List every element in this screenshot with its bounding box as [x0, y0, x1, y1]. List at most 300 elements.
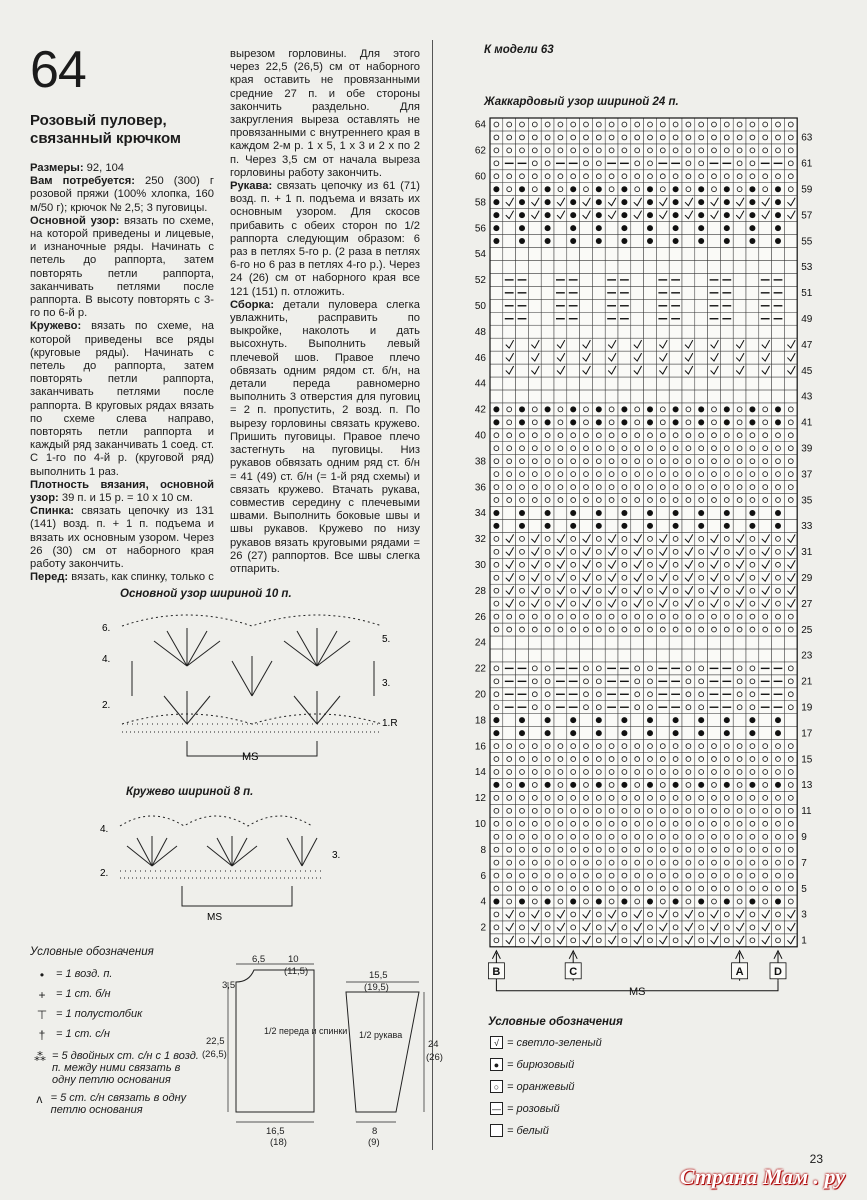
legend-item [34, 988, 204, 1002]
grid-cell [720, 545, 733, 558]
grid-cell [528, 286, 541, 299]
grid-cell [720, 144, 733, 157]
turquoise-cell-mark [621, 510, 627, 516]
grid-cell [695, 817, 708, 830]
dim-top-b2: (11,5) [284, 966, 309, 977]
grid-cell [631, 377, 644, 390]
grid-cell [528, 157, 541, 170]
grid-cell [733, 869, 746, 882]
grid-cell [541, 144, 554, 157]
grid-cell [528, 338, 541, 351]
garment-schematic [202, 954, 454, 1148]
grid-cell [669, 260, 682, 273]
grid-cell [631, 183, 644, 196]
instruction-paragraph [30, 571, 214, 584]
turquoise-cell-mark [596, 730, 602, 736]
grid-cell [592, 623, 605, 636]
grid-cell [605, 403, 618, 416]
grid-cell [708, 584, 721, 597]
grid-cell [631, 325, 644, 338]
grid-cell [682, 248, 695, 261]
turquoise-cell-mark [545, 406, 551, 412]
grid-cell [656, 597, 669, 610]
grid-cell [490, 921, 503, 934]
grid-cell [708, 921, 721, 934]
grid-cell [656, 377, 669, 390]
grid-cell [695, 481, 708, 494]
grid-cell [541, 830, 554, 843]
grid-cell [708, 481, 721, 494]
grid-cell [592, 636, 605, 649]
grid-cell [644, 338, 657, 351]
row-label-even: 24 [474, 637, 486, 649]
grid-cell [605, 908, 618, 921]
grid-cell [592, 766, 605, 779]
grid-cell [695, 571, 708, 584]
grid-cell [644, 856, 657, 869]
grid-cell [682, 286, 695, 299]
grid-cell [580, 882, 593, 895]
grid-cell [759, 429, 772, 442]
grid-cell [541, 157, 554, 170]
grid-cell [656, 623, 669, 636]
grid-cell [631, 299, 644, 312]
grid-cell [772, 144, 785, 157]
grid-cell [516, 390, 529, 403]
article-number: 64 [30, 41, 86, 99]
grid-cell [708, 519, 721, 532]
turquoise-cell-mark [570, 717, 576, 723]
grid-cell [528, 610, 541, 623]
row-label-odd: 1 [801, 935, 807, 947]
legend-text: = белый [507, 1124, 549, 1137]
grid-cell [759, 908, 772, 921]
grid-cell [503, 766, 516, 779]
jacquard-ms-label: MS [628, 985, 646, 998]
grid-cell [746, 701, 759, 714]
turquoise-cell-mark [621, 225, 627, 231]
grid-cell [682, 481, 695, 494]
grid-cell [656, 519, 669, 532]
grid-cell [656, 545, 669, 558]
grid-cell [644, 610, 657, 623]
grid-cell [682, 882, 695, 895]
grid-cell [784, 908, 797, 921]
grid-cell [567, 908, 580, 921]
turquoise-cell-mark [493, 717, 499, 723]
grid-cell [708, 338, 721, 351]
grid-cell [733, 688, 746, 701]
grid-cell [605, 325, 618, 338]
grid-cell [644, 118, 657, 131]
grid-cell [720, 791, 733, 804]
grid-cell [503, 817, 516, 830]
grid-cell [605, 817, 618, 830]
grid-cell [784, 286, 797, 299]
grid-cell [644, 623, 657, 636]
grid-cell [720, 882, 733, 895]
grid-cell [784, 377, 797, 390]
legend-item [34, 1028, 204, 1042]
grid-cell [784, 714, 797, 727]
row-label-odd: 21 [801, 676, 813, 688]
row-label-odd: 29 [801, 572, 813, 584]
grid-cell [490, 468, 503, 481]
grid-cell [656, 222, 669, 235]
grid-cell [695, 921, 708, 934]
lace-pattern-title: Кружево шириной 8 п. [126, 786, 254, 798]
grid-cell [644, 248, 657, 261]
turquoise-cell-mark [493, 782, 499, 788]
grid-cell [733, 830, 746, 843]
grid-cell [631, 416, 644, 429]
grid-cell [580, 118, 593, 131]
grid-cell [644, 817, 657, 830]
grid-cell [708, 571, 721, 584]
grid-cell [567, 429, 580, 442]
grid-cell [759, 830, 772, 843]
grid-cell [503, 364, 516, 377]
grid-cell [759, 196, 772, 209]
grid-cell [554, 571, 567, 584]
row-label-odd: 37 [801, 469, 813, 481]
grid-cell [644, 442, 657, 455]
grid-cell [669, 481, 682, 494]
grid-cell [541, 649, 554, 662]
grid-cell [682, 209, 695, 222]
grid-cell [708, 144, 721, 157]
grid-cell [695, 791, 708, 804]
grid-cell [631, 791, 644, 804]
grid-cell [720, 843, 733, 856]
grid-cell [567, 455, 580, 468]
turquoise-cell-mark [775, 717, 781, 723]
grid-cell [656, 260, 669, 273]
row-label-odd: 23 [801, 650, 813, 662]
grid-cell [567, 882, 580, 895]
grid-cell [746, 740, 759, 753]
grid-cell [503, 610, 516, 623]
grid-cell [580, 273, 593, 286]
grid-cell [708, 118, 721, 131]
grid-cell [772, 843, 785, 856]
grid-cell [695, 273, 708, 286]
grid-cell [695, 299, 708, 312]
grid-cell [784, 701, 797, 714]
grid-cell [656, 235, 669, 248]
grid-cell [528, 377, 541, 390]
basic-ms-label: MS [242, 751, 259, 763]
turquoise-cell-mark [596, 898, 602, 904]
turquoise-cell-mark [698, 406, 704, 412]
grid-cell [567, 558, 580, 571]
grid-cell [580, 675, 593, 688]
grid-cell [605, 131, 618, 144]
grid-cell [554, 740, 567, 753]
grid-cell [528, 558, 541, 571]
turquoise-cell-mark [570, 225, 576, 231]
grid-cell [784, 856, 797, 869]
grid-cell [656, 209, 669, 222]
dim-top-a: 6,5 [252, 954, 266, 965]
grid-cell [618, 455, 631, 468]
grid-cell [490, 623, 503, 636]
grid-cell [580, 455, 593, 468]
grid-cell [733, 882, 746, 895]
grid-cell [656, 507, 669, 520]
turquoise-cell-mark [749, 419, 755, 425]
grid-cell [580, 804, 593, 817]
grid-cell [695, 766, 708, 779]
grid-cell [695, 325, 708, 338]
grid-cell [516, 377, 529, 390]
grid-cell [490, 118, 503, 131]
grid-cell [733, 131, 746, 144]
grid-cell [592, 299, 605, 312]
grid-cell [605, 429, 618, 442]
grid-cell [733, 610, 746, 623]
grid-cell [490, 325, 503, 338]
grid-cell [708, 416, 721, 429]
grid-cell [554, 235, 567, 248]
grid-cell [528, 753, 541, 766]
grid-cell [541, 558, 554, 571]
row-label-even: 56 [474, 223, 486, 235]
grid-cell [490, 766, 503, 779]
grid-cell [503, 481, 516, 494]
grid-cell [528, 183, 541, 196]
grid-cell [682, 519, 695, 532]
grid-cell [631, 908, 644, 921]
grid-cell [580, 235, 593, 248]
grid-cell [772, 532, 785, 545]
grid-cell [708, 170, 721, 183]
grid-cell [784, 157, 797, 170]
row-label-even: 48 [474, 326, 486, 338]
turquoise-cell-mark [749, 238, 755, 244]
grid-cell [784, 778, 797, 791]
grid-cell [490, 791, 503, 804]
grid-cell [528, 571, 541, 584]
grid-cell [656, 778, 669, 791]
grid-cell [669, 170, 682, 183]
dim-bottom2: (18) [270, 1137, 287, 1148]
grid-cell [503, 804, 516, 817]
grid-cell [720, 494, 733, 507]
grid-cell [605, 260, 618, 273]
grid-cell [733, 209, 746, 222]
grid-cell [567, 351, 580, 364]
row-label-even: 26 [474, 611, 486, 623]
lace-pattern-diagram [92, 806, 372, 926]
grid-cell [733, 545, 746, 558]
grid-cell [733, 273, 746, 286]
row-label-odd: 35 [801, 495, 813, 507]
grid-cell [490, 532, 503, 545]
grid-cell [592, 571, 605, 584]
turquoise-cell-mark [570, 199, 576, 205]
grid-cell [720, 390, 733, 403]
grid-cell [784, 921, 797, 934]
turquoise-cell-mark [621, 212, 627, 218]
grid-cell [695, 701, 708, 714]
turquoise-cell-mark [621, 199, 627, 205]
turquoise-cell-mark [519, 717, 525, 723]
grid-cell [733, 390, 746, 403]
grid-cell [592, 157, 605, 170]
grid-cell [554, 610, 567, 623]
grid-cell [528, 468, 541, 481]
grid-cell [503, 584, 516, 597]
turquoise-cell-mark [647, 717, 653, 723]
grid-cell [656, 571, 669, 584]
grid-cell [708, 817, 721, 830]
grid-cell [541, 882, 554, 895]
turquoise-cell-mark [545, 238, 551, 244]
grid-cell [554, 714, 567, 727]
grid-cell [528, 908, 541, 921]
grid-cell [695, 843, 708, 856]
grid-cell [784, 804, 797, 817]
turquoise-cell-mark [775, 730, 781, 736]
grid-cell [669, 558, 682, 571]
grid-cell [784, 597, 797, 610]
grid-cell [656, 351, 669, 364]
row-label-even: 30 [474, 560, 486, 572]
turquoise-cell-mark [545, 717, 551, 723]
turquoise-cell-mark [698, 523, 704, 529]
turquoise-cell-mark [570, 238, 576, 244]
grid-cell [490, 273, 503, 286]
legend-left-title: Условные обозначения [30, 946, 154, 958]
grid-cell [669, 610, 682, 623]
turquoise-cell-mark [621, 186, 627, 192]
grid-cell [746, 649, 759, 662]
row-label-odd: 27 [801, 598, 813, 610]
fan-icon: ʌ [36, 1092, 43, 1106]
turquoise-cell-mark [724, 510, 730, 516]
grid-cell [708, 222, 721, 235]
jacquard-title: Жаккардовый узор шириной 24 п. [484, 96, 679, 108]
grid-cell [695, 662, 708, 675]
grid-cell [541, 286, 554, 299]
grid-cell [503, 338, 516, 351]
grid-cell [759, 740, 772, 753]
grid-cell [682, 856, 695, 869]
grid-cell [759, 144, 772, 157]
grid-cell [695, 157, 708, 170]
row-label-even: 46 [474, 352, 486, 364]
grid-cell [656, 753, 669, 766]
grid-cell [503, 571, 516, 584]
grid-cell [631, 856, 644, 869]
grid-cell [669, 494, 682, 507]
grid-cell [528, 299, 541, 312]
grid-cell [580, 753, 593, 766]
grid-cell [605, 558, 618, 571]
grid-cell [644, 286, 657, 299]
grid-cell [784, 455, 797, 468]
turquoise-cell-mark [621, 898, 627, 904]
grid-cell [490, 260, 503, 273]
grid-cell [746, 481, 759, 494]
grid-cell [772, 481, 785, 494]
legend-item [490, 1036, 602, 1049]
grid-cell [528, 519, 541, 532]
grid-cell [618, 351, 631, 364]
grid-cell [503, 170, 516, 183]
grid-cell [605, 895, 618, 908]
grid-cell [541, 675, 554, 688]
grid-cell [746, 118, 759, 131]
row-label-even: 2 [480, 922, 486, 934]
grid-cell [554, 584, 567, 597]
grid-cell [669, 338, 682, 351]
grid-cell [733, 766, 746, 779]
grid-cell [772, 571, 785, 584]
row-label-odd: 39 [801, 443, 813, 455]
row-label-even: 10 [474, 819, 486, 831]
grid-cell [516, 804, 529, 817]
grid-cell [592, 248, 605, 261]
grid-cell [644, 390, 657, 403]
grid-cell [618, 649, 631, 662]
grid-cell [695, 610, 708, 623]
grid-cell [554, 455, 567, 468]
grid-cell [759, 455, 772, 468]
grid-cell [733, 895, 746, 908]
grid-cell [784, 519, 797, 532]
grid-cell [669, 248, 682, 261]
grid-cell [592, 856, 605, 869]
grid-cell [528, 766, 541, 779]
grid-cell [580, 325, 593, 338]
grid-cell [631, 804, 644, 817]
grid-cell [554, 649, 567, 662]
grid-cell [746, 299, 759, 312]
turquoise-cell-mark [621, 782, 627, 788]
grid-cell [605, 869, 618, 882]
grid-cell [541, 248, 554, 261]
grid-cell [503, 934, 516, 947]
grid-cell [580, 623, 593, 636]
legend-text: = 5 ст. с/н связать в одну петлю основания [50, 1092, 187, 1116]
grid-cell [528, 869, 541, 882]
instruction-text: связать цепочку из 61 (71) возд. п. + 1 п. подъема и вязать их основным узором. Для скосов прибавить с обеих сторон по 1/2 раппорта следующим образом: 6 раз в петлях 5-го р. (2 раза в петлях 6-го но 6 раз в петлях 4-го р.). Через 24 (26) см от наборного края все 121 (151) п. отложить. [230, 180, 420, 298]
grid-cell [580, 494, 593, 507]
row-label-odd: 5 [801, 883, 807, 895]
grid-cell [784, 649, 797, 662]
grid-cell [784, 791, 797, 804]
grid-cell [541, 118, 554, 131]
grid-cell [669, 649, 682, 662]
grid-cell [682, 325, 695, 338]
grid-cell [720, 532, 733, 545]
grid-cell [567, 390, 580, 403]
grid-cell [592, 118, 605, 131]
turquoise-cell-mark [596, 238, 602, 244]
grid-cell [746, 675, 759, 688]
grid-cell [516, 636, 529, 649]
grid-cell [708, 403, 721, 416]
grid-cell [669, 791, 682, 804]
grid-cell [605, 118, 618, 131]
grid-cell [580, 157, 593, 170]
grid-cell [720, 325, 733, 338]
grid-cell [708, 351, 721, 364]
instruction-label: Сборка: [230, 298, 275, 311]
grid-cell [631, 222, 644, 235]
